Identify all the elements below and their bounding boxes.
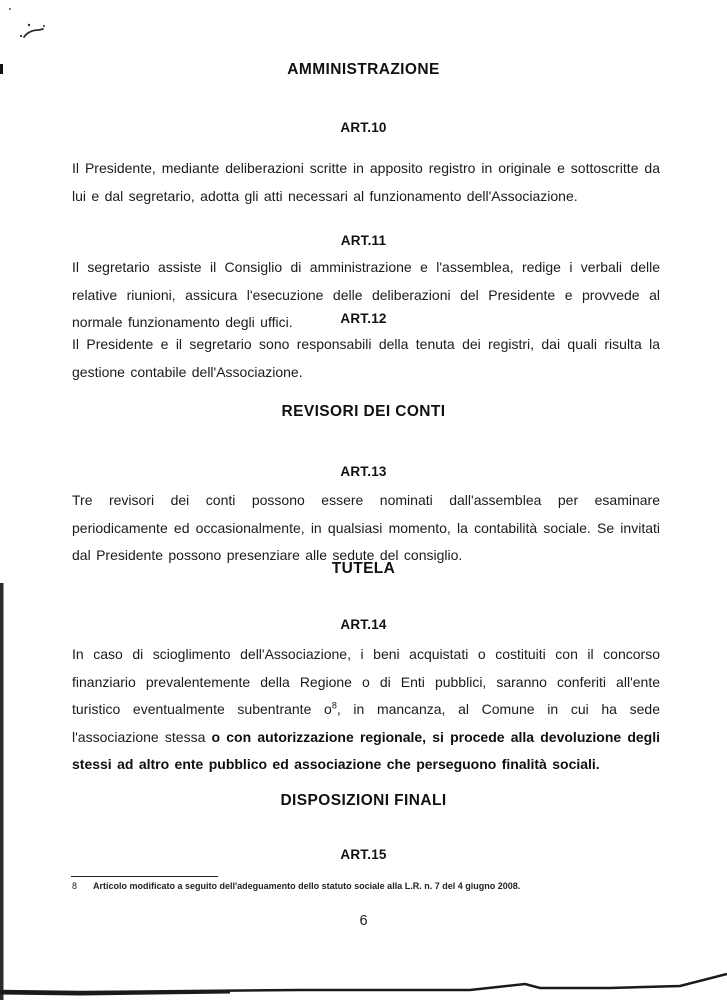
article-body-art11: Il segretario assiste il Consiglio di amministrazione e l'assemblea, redige i verbali delle relative riunioni, assicura l'esecuzione delle deliberazioni del Presidente e provvede al normale funzionamento degli uffici. [72,259,660,330]
article-heading-art10: ART.10 [340,120,387,135]
article-body-art13: Tre revisori dei conti possono essere nominati dall'assemblea per esaminare periodicamente ed occasionalmente, in qualsiasi momento, la contabilità sociale. Se invitati dal Presidente possono presenziare alle sedute del consiglio. [72,492,660,563]
page-number: 6 [359,913,368,929]
section-heading-revisori-dei-conti: REVISORI DEI CONTI [281,403,446,420]
article-heading-art15: ART.15 [340,847,387,862]
article-body-art14 [72,641,660,779]
article-heading-art13: ART.13 [340,464,387,479]
article-heading-art14: ART.14 [340,617,387,632]
article-heading-art11: ART.11 [340,233,387,248]
footnote-text: Articolo modificato a seguito dell'adeguamento dello statuto sociale alla L.R. n. 7 del 4 giugno 2008. [93,881,521,891]
section-heading-disposizioni-finali: DISPOSIZIONI FINALI [280,792,447,809]
footnote-marker: 8 [72,881,78,891]
footnote-reference-8: 8 [331,700,337,711]
footnote [72,881,660,891]
article-body-art12: Il Presidente e il segretario sono responsabili della tenuta dei registri, dai quali risulta la gestione contabile dell'Associazione. [72,336,660,380]
pen-mark-icon [9,8,45,37]
art14-text-regular-1: In caso di scioglimento dell'Associazione, i beni acquistati o costituiti con il concorso finanziario prevalentemente della Regione o di Enti pubblici, saranno conferiti all'ente turistico eventualmente subentrante o [72,646,660,717]
article-body-art10: Il Presidente, mediante deliberazioni scritte in apposito registro in originale e sottoscritte da lui e dal segretario, adotta gli atti necessari al funzionamento dell'Associazione. [72,160,660,204]
section-heading-tutela: TUTELA [331,560,396,577]
art14-text-bold: o con autorizzazione regionale, si procede alla devoluzione degli stessi ad altro ente pubblico ed associazione che perseguono finalità sociali. [72,728,660,772]
section-heading-amministrazione: AMMINISTRAZIONE [287,61,440,78]
bottom-scan-line-thick [0,992,230,994]
art14-text-regular-2: , in mancanza, al Comune in cui ha sede l'associazione stessa [72,701,660,745]
bottom-scan-line [0,974,727,992]
article-heading-art12: ART.12 [340,311,387,326]
footnote-separator-rule [71,876,218,877]
